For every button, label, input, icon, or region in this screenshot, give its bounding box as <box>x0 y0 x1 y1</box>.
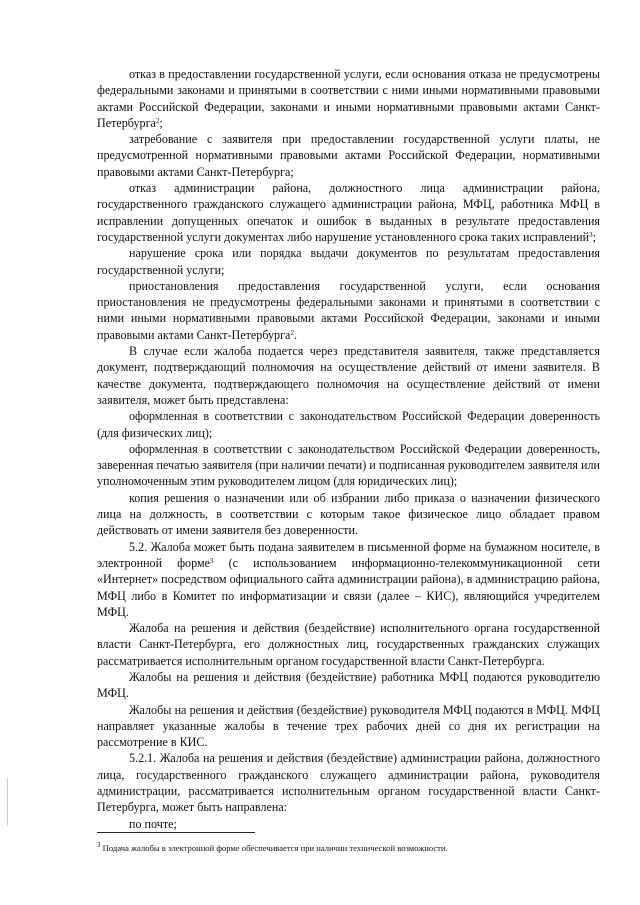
paragraph-correction-refusal: отказ администрации района, должностного лица администрации района, государственного гражданского служащего администрации района, МФЦ, работника МФЦ в исправлении допущенных опечаток и ошибок в выданных в результате предоставления государственной услуги документах либо нарушение установленного срока таких исправлений$^3$; <box>97 181 600 244</box>
paragraph-suspension: приостановления предоставления государственной услуги, если основания приостановления не предусмотрены федеральными законами и принятыми в соответствии с ними иными нормативными правовыми актами Российской Федерации, законами и иными правовыми актами Санкт-Петербурга$^2$. <box>97 278 600 342</box>
paragraph-mfc-head: Жалобы на решения и действия (бездействие) руководителя МФЦ подаются в МФЦ. МФЦ направляет указанные жалобы в течение трех рабочих дней со дня их регистрации на рассмотрение в КИС. <box>97 702 600 750</box>
footnote-ref: 3 <box>209 556 214 565</box>
paragraph-power-of-attorney-individual: оформленная в соответствии с законодательством Российской Федерации доверенность (для физических лиц); <box>97 409 600 440</box>
paragraph-appointment-copy: копия решения о назначении или об избрании либо приказа о назначении физического лица на должность, в соответствии с которым такое физическое лицо обладает правом действовать от имени заявителя без доверенности. <box>97 490 600 538</box>
footnote-ref: 3 <box>589 230 593 239</box>
footnote-text: Подача жалобы в электронной форме обеспечивается при наличии технической возможности. <box>100 843 448 853</box>
paragraph-by-mail: по почте; <box>129 816 177 831</box>
paragraph-representative: В случае если жалоба подается через представителя заявителя, также представляется документ, подтверждающий полномочия на осуществление действий от имени заявителя. В качестве документа, подтверждающего полномочия на осуществление действий от имени заявителя, может быть представлена: <box>97 344 600 407</box>
footnote-ref: 2 <box>155 116 160 125</box>
paragraph-5-2: 5.2. Жалоба может быть подана заявителем в письменной форме на бумажном носителе, в электронной форме$^3$ (с использованием информационно-телекоммуникационной сети «Интернет» посредством официального сайта администрации района), в администрацию района, МФЦ либо в Комитет по информатизации и связи (далее – КИС), являющийся учредителем МФЦ. <box>97 539 600 619</box>
paragraph-5-2-1: 5.2.1. Жалоба на решения и действия (бездействие) администрации района, должностного лица, государственного гражданского служащего администрации района, руководителя администрации, рассматривается исполнительным органом государственной власти Санкт-Петербурга, может быть направлена: <box>97 751 600 815</box>
footnote <box>97 843 600 854</box>
paragraph-mfc-worker: Жалобы на решения и действия (бездействие) работника МФЦ подаются руководителю МФЦ. <box>97 669 600 701</box>
footnote-marker: 3 <box>97 841 101 849</box>
scan-edge-mark <box>7 778 8 826</box>
footnote-ref: 2 <box>290 328 294 337</box>
paragraph-fee-demand: затребование с заявителя при предоставлении государственной услуги платы, не предусмотренной нормативными правовыми актами Российской Федерации, нормативными правовыми актами Санкт-Петербурга; <box>97 132 600 179</box>
footnote-divider <box>97 832 255 833</box>
paragraph-issuance-violation: нарушение срока или порядка выдачи документов по результатам предоставления государственной услуги; <box>97 246 600 277</box>
paragraph-refusal-grounds: отказ в предоставлении государственной услуги, если основания отказа не предусмотрены федеральными законами и принятыми в соответствии с ними иными нормативными правовыми актами Российской Федерации, законами и иными нормативными правовыми актами Санкт-Петербурга$^2$; <box>97 67 600 130</box>
paragraph-power-of-attorney-legal: оформленная в соответствии с законодательством Российской Федерации доверенность, заверенная печатью заявителя (при наличии печати) и подписанная руководителем заявителя или уполномоченным этим руководителем лицом (для юридических лиц); <box>97 441 600 489</box>
document-body <box>97 66 600 832</box>
paragraph-executive-body: Жалоба на решения и действия (бездействие) исполнительного органа государственной власти Санкт-Петербурга, его должностных лиц, государственных гражданских служащих рассматривается исполнительным органом государственной власти Санкт-Петербурга. <box>97 621 600 668</box>
